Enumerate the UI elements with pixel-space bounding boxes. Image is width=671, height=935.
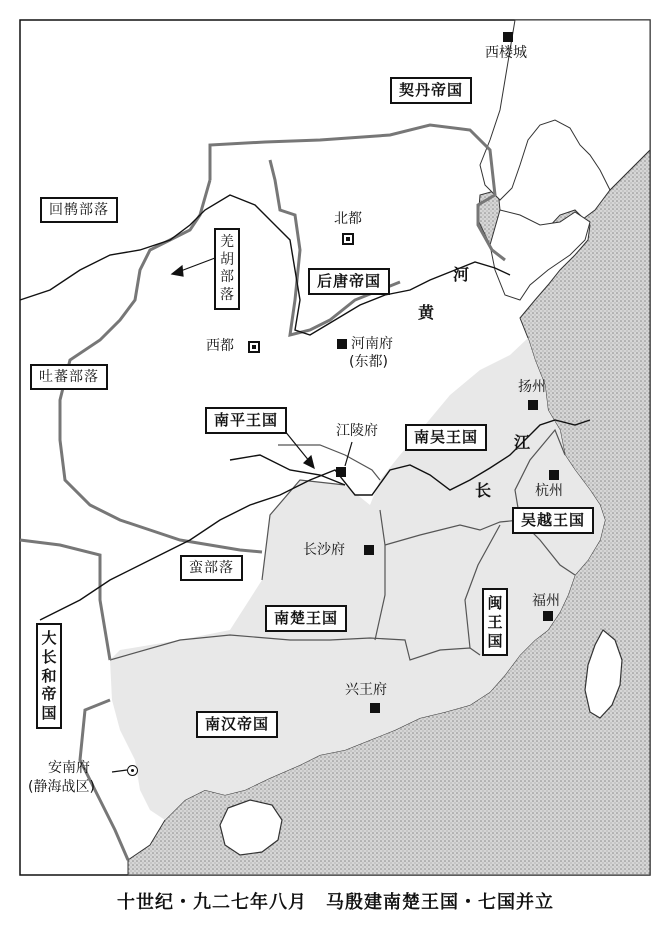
changshafu-marker (364, 545, 374, 555)
label-khitan: 契丹帝国 (390, 77, 472, 104)
label-chang: 长 (475, 481, 492, 500)
xidu-marker (248, 341, 260, 353)
label-jiang: 江 (514, 433, 531, 452)
fuzhou-marker (543, 611, 553, 621)
label-beidu: 北都 (334, 211, 362, 227)
label-tubo: 吐蕃部落 (30, 364, 108, 390)
henanfu-marker (337, 339, 347, 349)
jianglingfu-marker (336, 467, 346, 477)
label-jianglingfu: 江陵府 (336, 423, 378, 439)
label-qianghu: 羌胡部落 (214, 228, 240, 310)
label-nanping: 南平王国 (205, 407, 287, 434)
label-fuzhou: 福州 (532, 593, 560, 609)
label-houtang: 后唐帝国 (308, 268, 390, 295)
label-dongdu: (东都) (349, 354, 388, 370)
label-nanchu: 南楚王国 (265, 605, 347, 632)
annanfu-marker (127, 765, 138, 776)
label-wuyue: 吴越王国 (512, 507, 594, 534)
xiloucheng-marker (503, 32, 513, 42)
label-uighur: 回鹘部落 (40, 197, 118, 223)
label-nanwu: 南吴王国 (405, 424, 487, 451)
label-xingwangfu: 兴王府 (345, 682, 387, 698)
label-min: 闽王国 (482, 588, 508, 656)
label-dachanghe: 大长和帝国 (36, 623, 62, 729)
label-man: 蛮部落 (180, 555, 243, 581)
label-jinghai: (静海战区) (28, 779, 95, 795)
label-annanfu: 安南府 (48, 760, 90, 776)
label-xiloucheng: 西楼城 (485, 45, 527, 61)
label-hangzhou: 杭州 (535, 483, 563, 499)
label-huang: 黄 (418, 303, 435, 322)
yangzhou-marker (528, 400, 538, 410)
hangzhou-marker (549, 470, 559, 480)
label-henanfu: 河南府 (351, 336, 393, 352)
map-caption: 十世纪・九二七年八月 马殷建南楚王国・七国并立 (117, 892, 554, 913)
beidu-marker (342, 233, 354, 245)
label-changshafu: 长沙府 (303, 542, 345, 558)
xingwangfu-marker (370, 703, 380, 713)
label-yangzhou: 扬州 (518, 379, 546, 395)
label-xidu: 西都 (206, 338, 234, 354)
label-nanhan: 南汉帝国 (196, 711, 278, 738)
label-he: 河 (453, 265, 470, 284)
